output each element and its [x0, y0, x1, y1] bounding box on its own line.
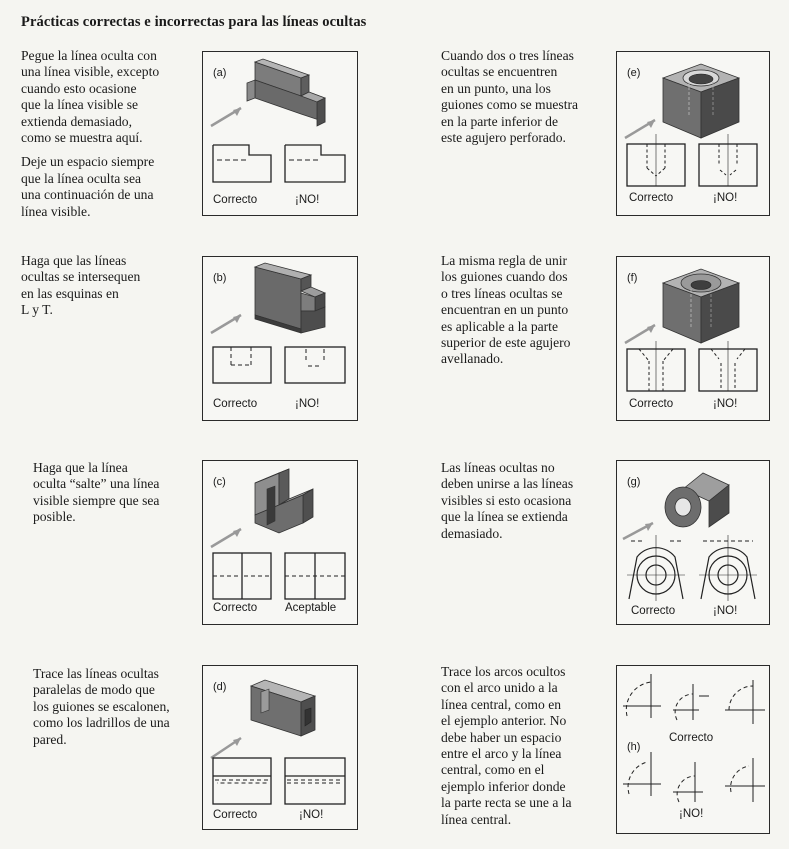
- text-line: es aplicable a la parte: [441, 318, 558, 334]
- text-line: como se muestra aquí.: [21, 130, 143, 146]
- figure-label: (a): [213, 67, 227, 79]
- text-line: que la línea visible se: [21, 97, 139, 113]
- caption-acceptable: Aceptable: [285, 602, 337, 614]
- figure-d-drawing: [203, 666, 359, 831]
- view-correct: [627, 535, 685, 601]
- text-line: en un punto, una los: [441, 80, 551, 96]
- text-line: los guiones cuando dos: [441, 269, 568, 285]
- text-line: Trace los arcos ocultos: [441, 664, 566, 679]
- text-line: debe haber un espacio: [441, 729, 562, 745]
- text-line: demasiado.: [441, 525, 503, 541]
- arcs-correct: [623, 674, 765, 724]
- caption-wrong: ¡NO!: [295, 194, 320, 206]
- figure-a: [202, 51, 358, 216]
- text-line: Deje un espacio siempre: [21, 154, 155, 170]
- figure-a-drawing: [203, 52, 359, 217]
- text-a: [21, 48, 159, 220]
- text-line: avellanado.: [441, 351, 504, 367]
- text-line: ejemplo inferior donde: [441, 778, 566, 794]
- caption-correct: Correcto: [213, 194, 258, 206]
- text-line: este agujero perforado.: [441, 130, 566, 146]
- caption-wrong: ¡NO!: [713, 605, 738, 617]
- figure-label: (h): [627, 741, 641, 753]
- view-wrong: [285, 347, 345, 383]
- view-correct: [213, 553, 271, 599]
- text-line: central, como en el: [441, 762, 545, 778]
- figure-g: [616, 460, 770, 625]
- caption-wrong: ¡NO!: [713, 398, 738, 410]
- text-c: [33, 460, 159, 526]
- text-line: el ejemplo anterior. No: [441, 713, 567, 729]
- text-line: Trace las líneas ocultas: [33, 666, 159, 681]
- text-line: Las líneas ocultas no: [441, 460, 555, 475]
- figure-f: [616, 256, 770, 421]
- arcs-wrong: [623, 752, 765, 802]
- text-line: posible.: [33, 509, 76, 525]
- text-line: con el arco unido a la: [441, 680, 558, 696]
- text-line: La misma regla de unir: [441, 253, 568, 268]
- figure-d: [202, 665, 358, 830]
- text-line: entre el arco y la línea: [441, 746, 562, 762]
- block-3d-icon: [251, 680, 315, 736]
- view-correct: [627, 134, 685, 186]
- caption-correct: Correcto: [213, 602, 258, 614]
- caption-correct: Correcto: [629, 398, 674, 410]
- caption-correct: Correcto: [669, 732, 714, 744]
- text-line: línea central, como en: [441, 696, 562, 712]
- text-line: o tres líneas ocultas se: [441, 285, 563, 301]
- text-line: línea central.: [441, 811, 512, 827]
- text-line: los guiones se escalonen,: [33, 698, 170, 714]
- view-wrong: [699, 134, 757, 186]
- text-line: cuando esto ocasione: [21, 80, 137, 96]
- text-line: en la parte inferior de: [441, 113, 558, 129]
- figure-g-drawing: [617, 461, 771, 626]
- view-correct: [627, 341, 685, 391]
- caption-correct: Correcto: [629, 192, 674, 204]
- text-line: que la línea oculta sea: [21, 170, 142, 186]
- text-line: guiones como se muestra: [441, 97, 579, 113]
- text-d: [33, 666, 170, 748]
- countersunk-cube-icon: [663, 269, 739, 343]
- text-g: [441, 460, 573, 542]
- view-acceptable: [285, 553, 345, 599]
- caption-correct: Correcto: [213, 398, 258, 410]
- caption-wrong: ¡NO!: [299, 809, 324, 821]
- caption-wrong: ¡NO!: [679, 808, 704, 820]
- text-line: como los ladrillos de una: [33, 715, 170, 731]
- text-h: [441, 664, 572, 828]
- figure-label: (g): [627, 476, 641, 488]
- figure-label: (e): [627, 67, 641, 79]
- text-line: superior de este agujero: [441, 335, 571, 351]
- view-correct: [213, 347, 271, 383]
- caption-correct: Correcto: [213, 809, 258, 821]
- view-wrong: [699, 535, 757, 601]
- text-b: [21, 253, 140, 319]
- block-3d-icon: [255, 469, 313, 533]
- text-line: una continuación de una: [21, 187, 154, 203]
- figure-label: (b): [213, 272, 227, 284]
- caption-wrong: ¡NO!: [713, 192, 738, 204]
- caption-wrong: ¡NO!: [295, 398, 320, 410]
- view-correct: [213, 758, 271, 804]
- view-wrong: [285, 145, 345, 182]
- text-line: visible siempre que sea: [33, 492, 160, 508]
- block-3d-icon: [255, 263, 325, 333]
- text-line: deben unirse a las líneas: [441, 476, 574, 492]
- text-line: ocultas se intersequen: [21, 269, 141, 285]
- figure-label: (d): [213, 681, 227, 693]
- view-correct: [213, 145, 271, 182]
- block-3d-icon: [247, 59, 325, 126]
- text-f: [441, 253, 570, 368]
- figure-b: [202, 256, 358, 421]
- text-line: L y T.: [21, 302, 53, 318]
- figure-label: (c): [213, 476, 226, 488]
- text-line: visibles si esto ocasiona: [441, 492, 572, 508]
- text-line: Pegue la línea oculta con: [21, 48, 157, 63]
- page-title: Prácticas correctas e incorrectas para las líneas ocultas: [21, 14, 367, 30]
- text-line: Haga que la línea: [33, 460, 128, 475]
- view-wrong: [285, 758, 345, 804]
- figure-e: [616, 51, 770, 216]
- text-line: paralelas de modo que: [33, 682, 155, 698]
- text-line: que la línea se extienda: [441, 509, 568, 525]
- text-line: Haga que las líneas: [21, 253, 127, 268]
- text-line: extienda demasiado,: [21, 113, 132, 129]
- text-line: una línea visible, excepto: [21, 64, 160, 80]
- figure-c: [202, 460, 358, 625]
- text-line: encuentran en un punto: [441, 302, 569, 318]
- text-line: oculta “salte” una línea: [33, 476, 160, 492]
- figure-h: [616, 665, 770, 834]
- text-line: pared.: [33, 731, 67, 747]
- figure-label: (f): [627, 272, 638, 284]
- text-line: en las esquinas en: [21, 285, 119, 301]
- view-wrong: [699, 341, 757, 391]
- text-line: la parte recta se une a la: [441, 795, 572, 811]
- bushing-3d-icon: [665, 473, 729, 527]
- drilled-cube-icon: [663, 64, 739, 138]
- text-e: [441, 48, 578, 146]
- text-line: línea visible.: [21, 203, 91, 219]
- caption-correct: Correcto: [631, 605, 676, 617]
- text-line: Cuando dos o tres líneas: [441, 48, 574, 63]
- text-line: ocultas se encuentren: [441, 64, 558, 80]
